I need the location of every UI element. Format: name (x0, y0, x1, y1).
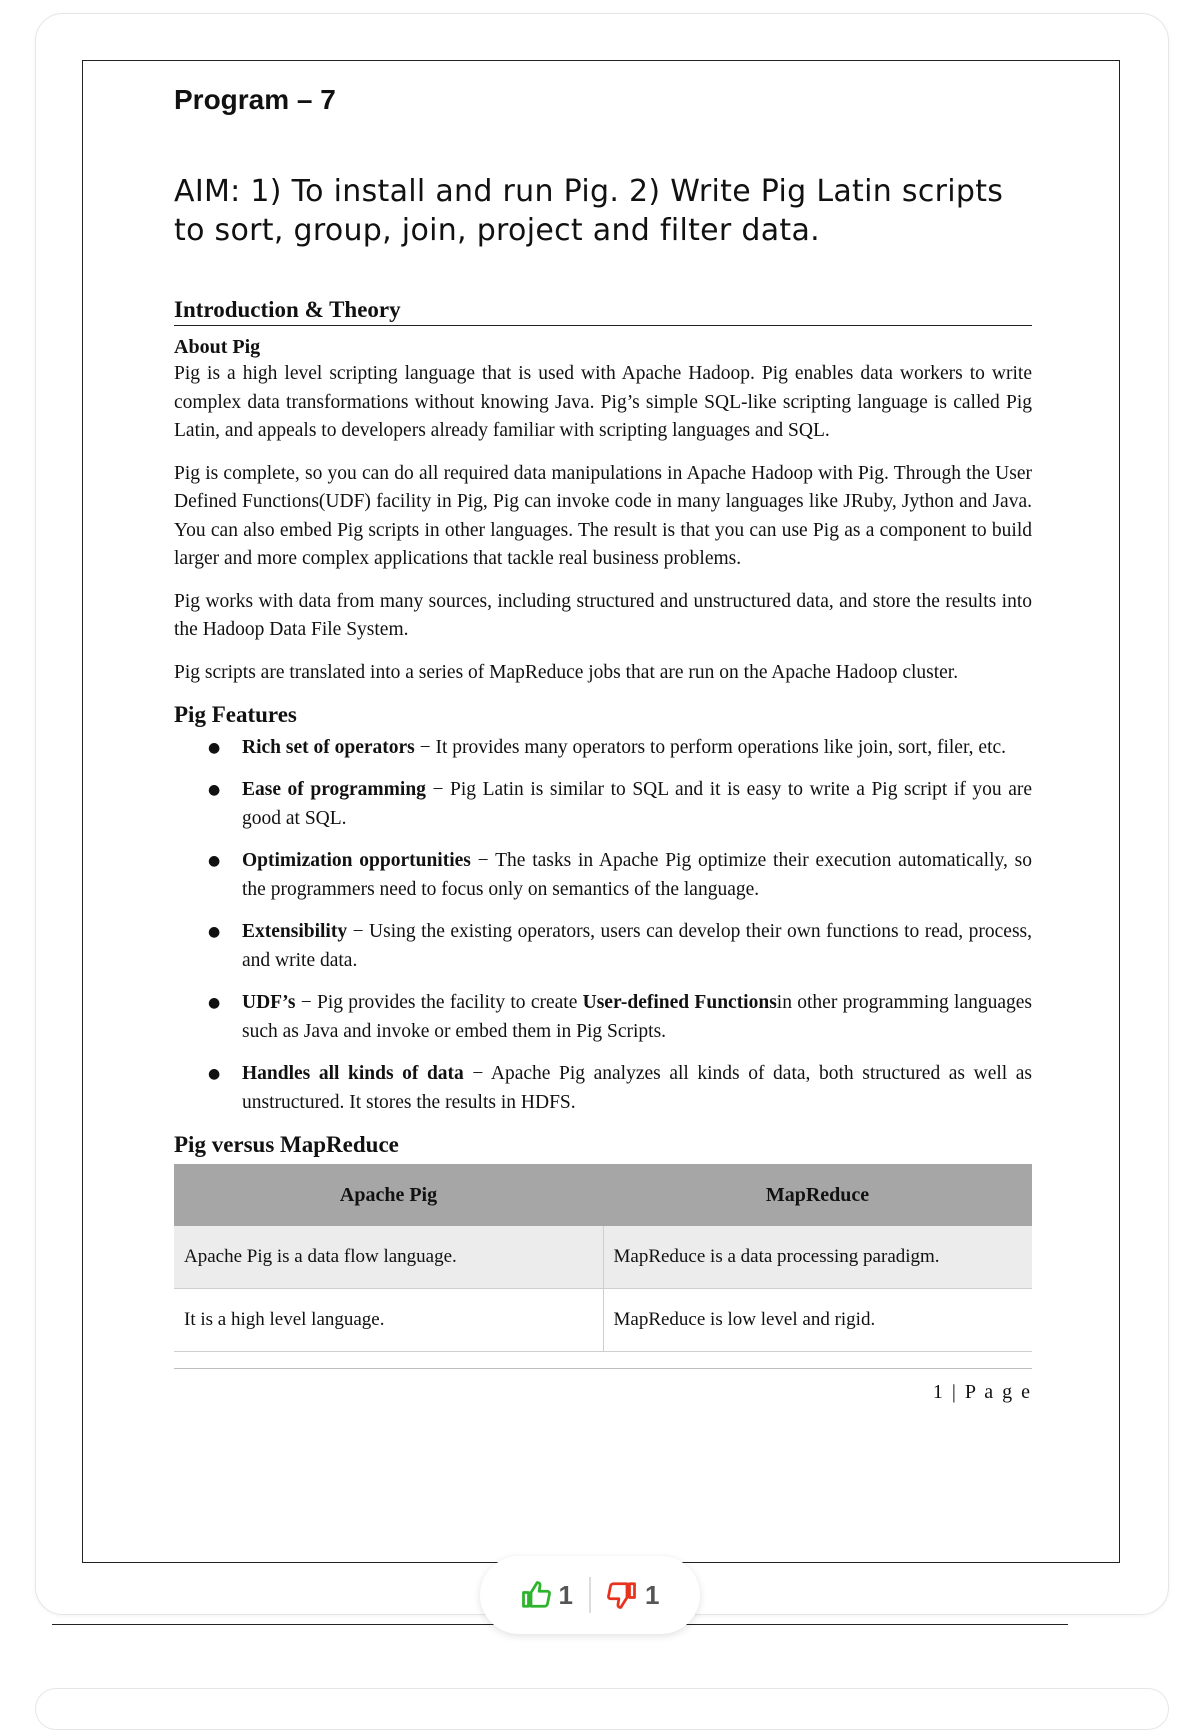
bullet-icon: ● (208, 995, 221, 1012)
features-heading: Pig Features (174, 702, 297, 728)
table-row (174, 1226, 1032, 1289)
feature-text: − Pig Latin is similar to SQL and it is easy to write a Pig script if you are good at SQL. (242, 779, 1032, 829)
document-page (82, 60, 1120, 1563)
bullet-icon: ● (208, 924, 221, 941)
comparison-heading: Pig versus MapReduce (174, 1132, 399, 1158)
feature-title: Rich set of operators (242, 736, 415, 758)
feature-title: UDF’s (242, 992, 296, 1014)
features-list (174, 734, 1032, 1118)
feature-text-cont: in other programming languages such as Java and invoke or embed them in Pig Scripts. (242, 992, 1033, 1042)
feature-title: Optimization opportunities (242, 850, 471, 872)
comparison-table (174, 1164, 1032, 1352)
table-header: MapReduce (603, 1164, 1032, 1226)
bullet-icon: ● (208, 853, 221, 870)
like-button[interactable] (505, 1580, 589, 1611)
paragraph: Pig scripts are translated into a series of MapReduce jobs that are run on the Apache Hadoop cluster. (174, 661, 959, 683)
feature-title: Extensibility (242, 921, 348, 943)
table-cell: Apache Pig is a data flow language. (174, 1226, 603, 1289)
table-cell: It is a high level language. (174, 1289, 603, 1352)
feature-item (174, 734, 1032, 763)
paragraph: Pig is a high level scripting language that is used with Apache Hadoop. Pig enables data workers to write complex data transformations without knowing Java. Pig’s simple SQL-like scripting language is called Pig Latin, and appeals to developers already familiar with scripting languages and SQL. (174, 363, 1032, 442)
table-cell: MapReduce is a data processing paradigm. (603, 1226, 1032, 1289)
page-number: 1 | P a g e (932, 1381, 1032, 1404)
feature-item (174, 847, 1032, 904)
table-row (174, 1289, 1032, 1352)
next-document-card (35, 1688, 1169, 1730)
thumbs-up-icon (521, 1580, 551, 1610)
feature-item (174, 776, 1032, 833)
feature-text: − Using the existing operators, users can develop their own functions to read, process, and write data. (242, 921, 1032, 971)
feature-title: Handles all kinds of data (242, 1063, 464, 1085)
feature-item (174, 918, 1032, 975)
table-cell: MapReduce is low level and rigid. (603, 1289, 1032, 1352)
paragraph: Pig is complete, so you can do all required data manipulations in Apache Hadoop with Pig. Through the User Defined Functions(UDF) facility in Pig, Pig can invoke code in many languages like JRuby, Jython and Java. You can also embed Pig scripts in other languages. The result is that you can use Pig as a component to build larger and more complex applications that tackle real business problems. (174, 462, 1032, 570)
feature-text: − Apache Pig analyzes all kinds of data, both structured as well as unstructured. It stores the results in HDFS. (242, 1063, 1033, 1113)
footer-divider (174, 1368, 1032, 1369)
feature-bold-term: User-defined Functions (582, 992, 777, 1014)
thumbs-down-icon (607, 1580, 637, 1610)
like-count: 1 (558, 1579, 573, 1610)
program-title: Program – 7 (174, 84, 336, 115)
bullet-icon: ● (208, 739, 221, 756)
feature-text: − Pig provides the facility to create (295, 992, 583, 1014)
feature-text: − It provides many operators to perform operations like join, sort, filer, etc. (414, 736, 1007, 758)
paragraph: Pig works with data from many sources, including structured and unstructured data, and store the results into the Hadoop Data File System. (174, 590, 1032, 641)
intro-heading: Introduction & Theory (174, 296, 1032, 327)
aim-statement: AIM: 1) To install and run Pig. 2) Write Pig Latin scripts to sort, group, join, project and filter data. (174, 173, 1004, 248)
dislike-button[interactable] (591, 1580, 675, 1611)
bullet-icon: ● (208, 1066, 221, 1083)
about-heading: About Pig (174, 336, 261, 359)
feature-title: Ease of programming (242, 779, 426, 801)
table-header: Apache Pig (174, 1164, 603, 1226)
dislike-count: 1 (645, 1579, 660, 1610)
bullet-icon: ● (208, 782, 221, 799)
feature-text: − The tasks in Apache Pig optimize their execution automatically, so the programmers need to focus only on semantics of the language. (242, 850, 1032, 900)
page-content (174, 83, 1032, 1404)
feature-item (174, 1060, 1032, 1117)
table-header-row (174, 1164, 1032, 1226)
feature-item (174, 989, 1032, 1046)
vote-bar (480, 1556, 700, 1634)
